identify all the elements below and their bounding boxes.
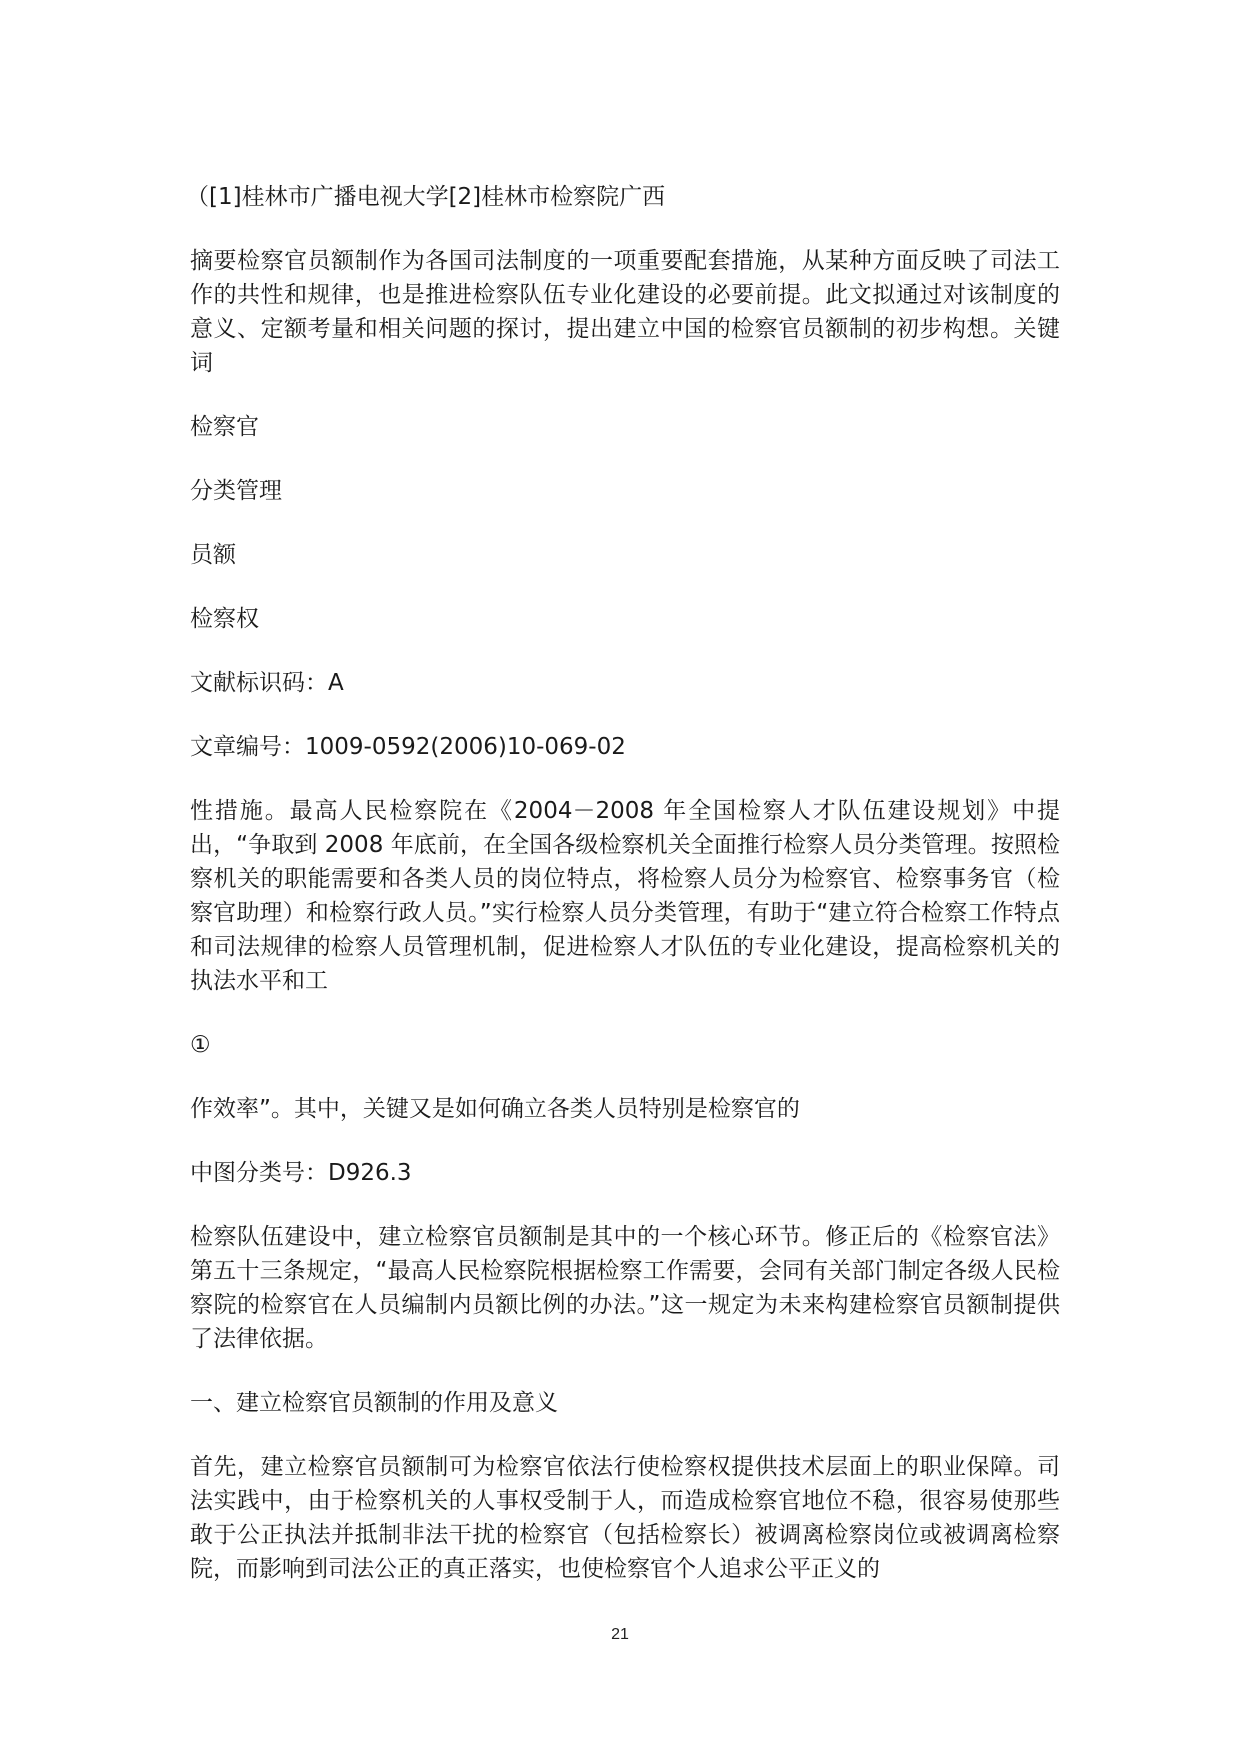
document-code: 文献标识码：A	[190, 670, 344, 696]
article-number: 文章编号：1009-0592(2006)10-069-02	[190, 734, 626, 760]
keyword-item: 分类管理	[190, 478, 282, 504]
abstract-paragraph: 摘要检察官员额制作为各国司法制度的一项重要配套措施，从某种方面反映了司法工作的共性和规律，也是推进检察队伍专业化建设的必要前提。此文拟通过对该制度的意义、定额考量和相关问题的探讨，提出建立中国的检察官员额制的初步构想。关键词	[190, 248, 1060, 376]
document-body	[186, 180, 1060, 1616]
classification-number: 中图分类号：D926.3	[190, 1160, 412, 1186]
body-paragraph: 作效率”。其中，关键又是如何确立各类人员特别是检察官的	[190, 1096, 800, 1122]
page-number: 21	[611, 1626, 629, 1643]
footnote-marker: ①	[190, 1032, 211, 1058]
keyword-item: 检察权	[190, 606, 259, 632]
author-affiliation: （[1]桂林市广播电视大学[2]桂林市检察院广西	[186, 184, 666, 210]
section-heading: 一、建立检察官员额制的作用及意义	[190, 1390, 558, 1416]
body-paragraph: 首先，建立检察官员额制可为检察官依法行使检察权提供技术层面上的职业保障。司法实践中，由于检察机关的人事权受制于人，而造成检察官地位不稳，很容易使那些敢于公正执法并抵制非法干扰的检察官（包括检察长）被调离检察岗位或被调离检察院，而影响到司法公正的真正落实，也使检察官个人追求公平正义的	[190, 1454, 1060, 1582]
body-paragraph: 检察队伍建设中，建立检察官员额制是其中的一个核心环节。修正后的《检察官法》第五十三条规定，“最高人民检察院根据检察工作需要，会同有关部门制定各级人民检察院的检察官在人员编制内员额比例的办法。”这一规定为未来构建检察官员额制提供了法律依据。	[190, 1224, 1060, 1352]
keyword-item: 检察官	[190, 414, 259, 440]
body-paragraph: 性措施。最高人民检察院在《2004－2008 年全国检察人才队伍建设规划》中提出，“争取到 2008 年底前，在全国各级检察机关全面推行检察人员分类管理。按照检察机关的职能需要和各类人员的岗位特点，将检察人员分为检察官、检察事务官（检察官助理）和检察行政人员。”实行检察人员分类管理，有助于“建立符合检察工作特点和司法规律的检察人员管理机制，促进检察人才队伍的专业化建设，提高检察机关的执法水平和工	[190, 798, 1060, 994]
keyword-item: 员额	[190, 542, 236, 568]
